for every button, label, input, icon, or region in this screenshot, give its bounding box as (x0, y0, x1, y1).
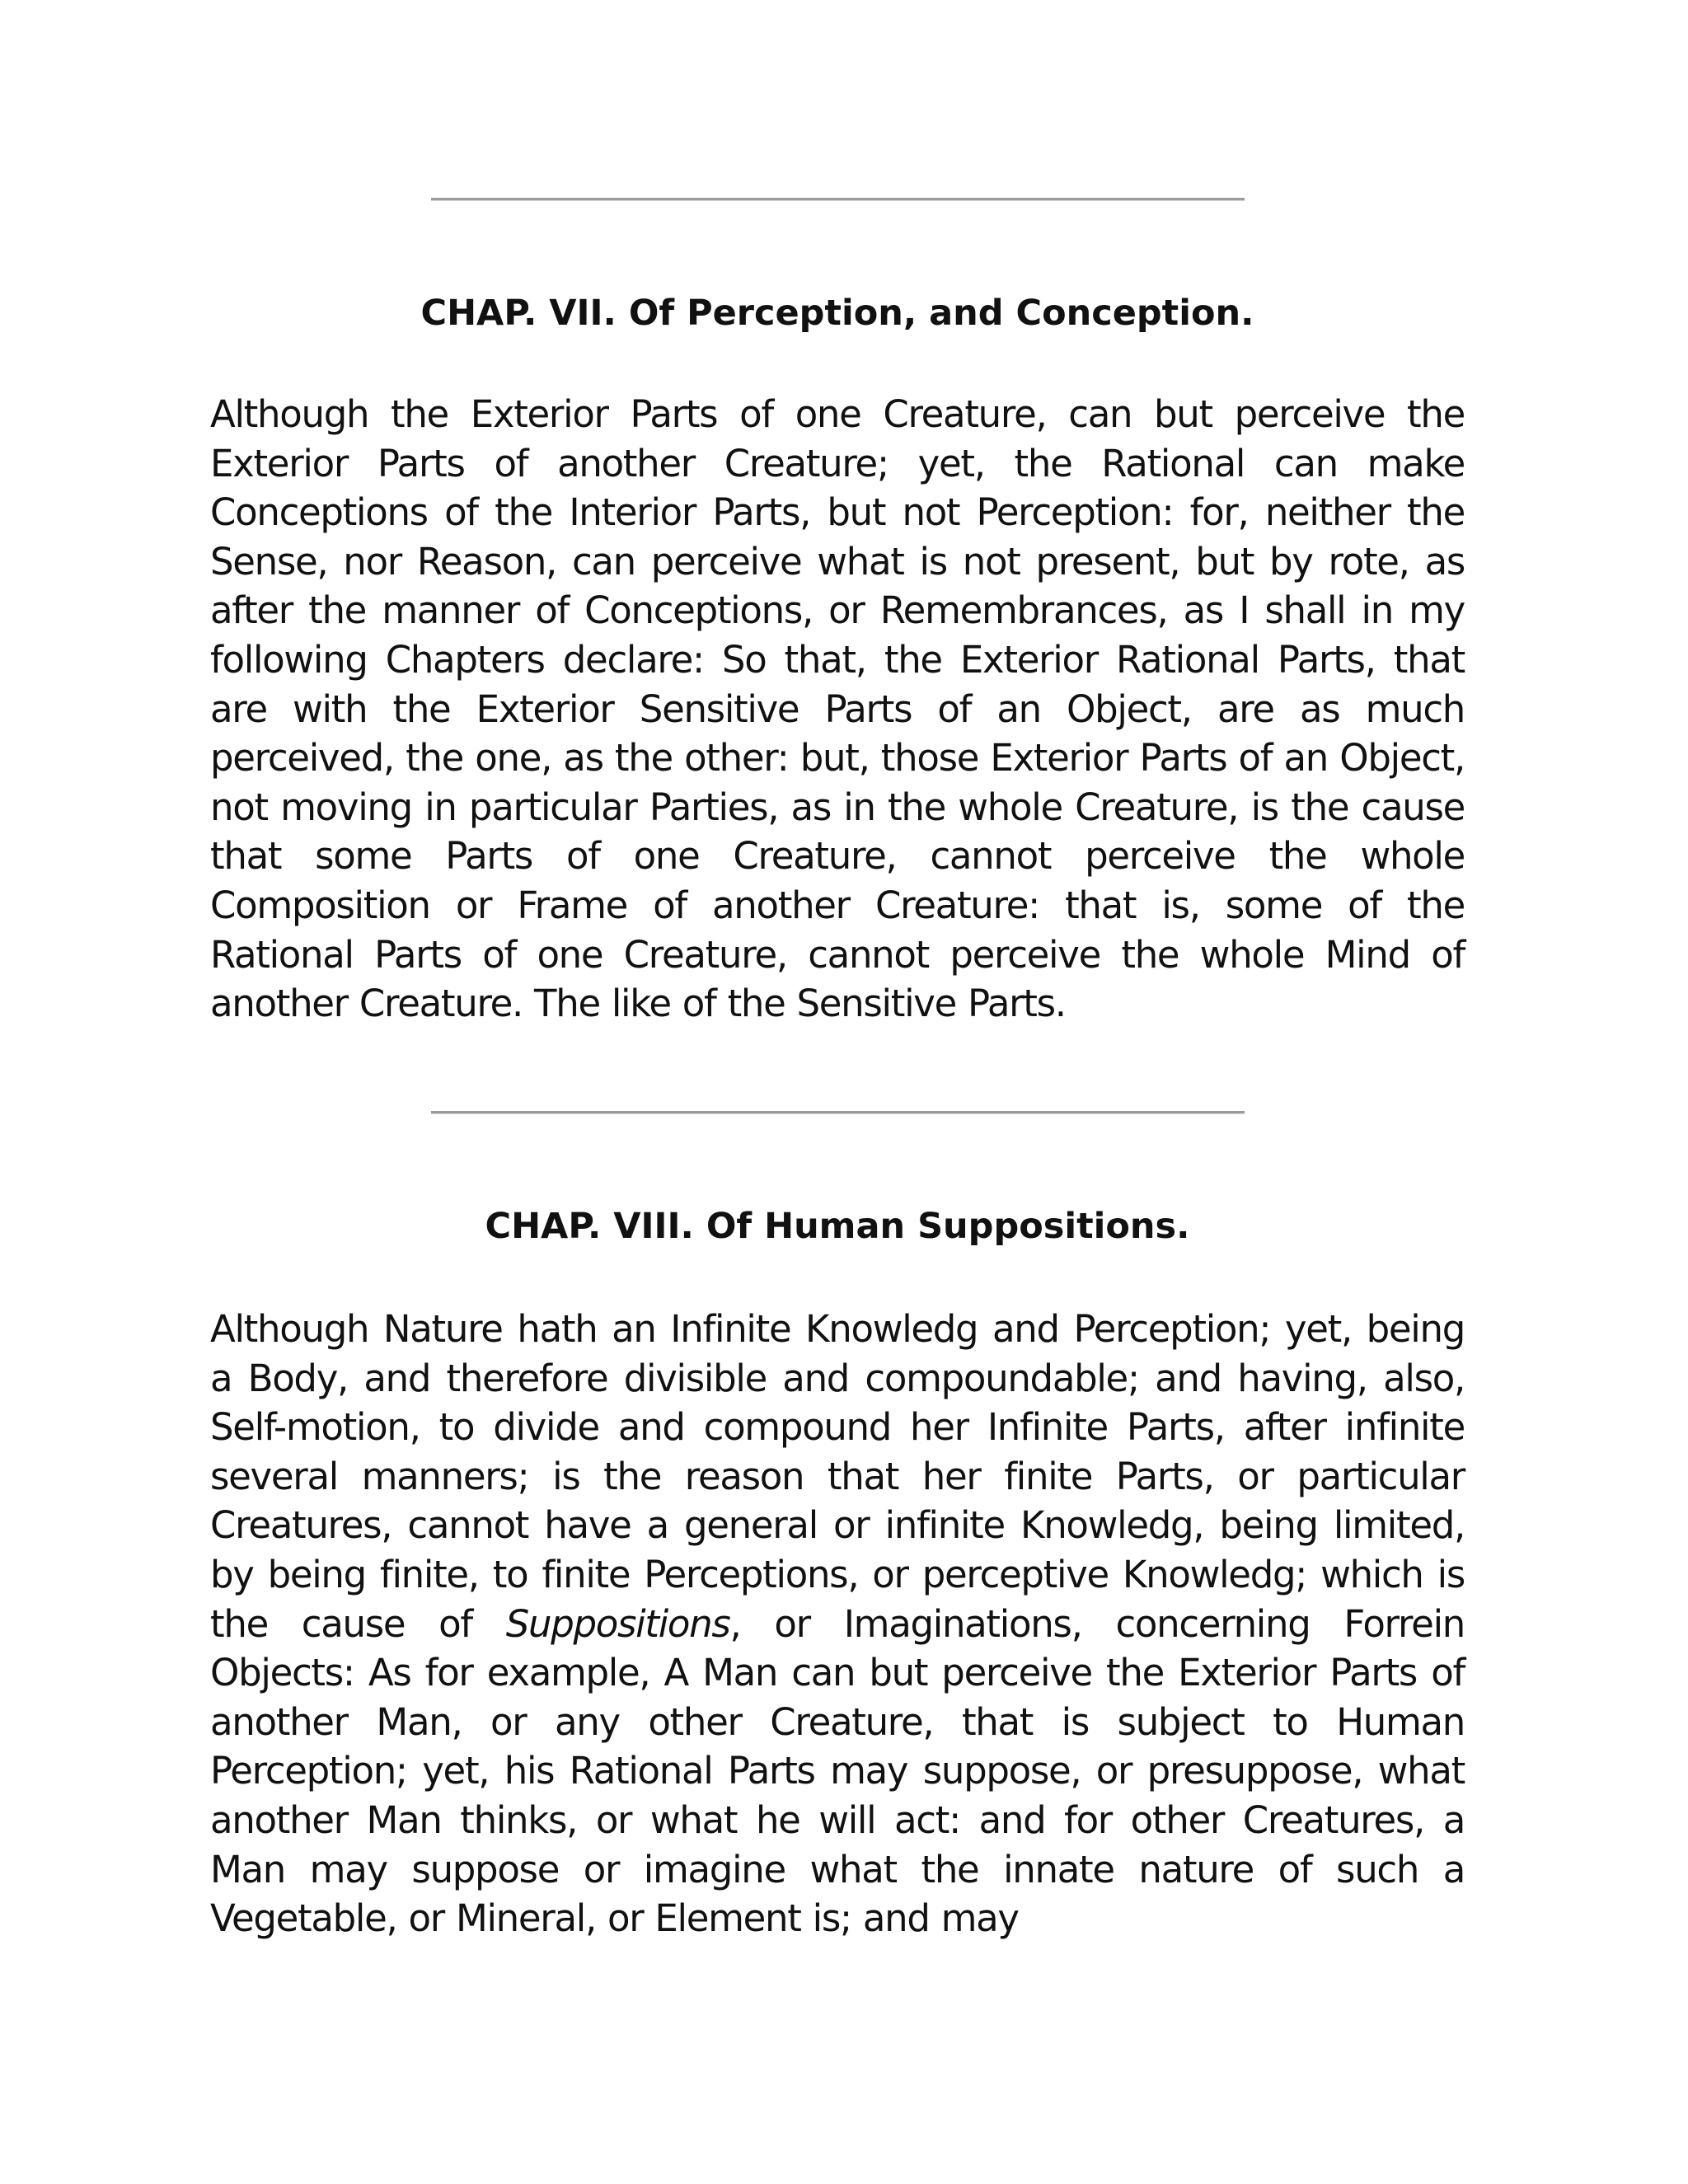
italic-term: Suppositions (505, 1601, 730, 1646)
chapter-7-paragraph: Although the Exterior Parts of one Creature, can but perceive the Exterior Parts of another Creature; yet, the Rational can make Conceptions of the Interior Parts, but not Perception: for, neither the Sense, nor Reason, can perceive what is not present, but by rote, as after the manner of Conceptions, or Remembrances, as I shall in my following Chapters declare: So that, the Exterior Rational Parts, that are with the Exterior Sensitive Parts of an Object, are as much perceived, the one, as the other: but, those Exterior Parts of an Object, not moving in particular Parties, as in the whole Creature, is the cause that some Parts of one Creature, cannot perceive the whole Composition or Frame of another Creature: that is, some of the Rational Parts of one Creature, cannot perceive the whole Mind of another Creature. The like of the Sensitive Parts. (210, 392, 1465, 1026)
chapter-7-heading: CHAP. VII. Of Perception, and Conception. (420, 293, 1254, 334)
section-divider (431, 1111, 1245, 1114)
section-divider (431, 198, 1245, 201)
chapter-8-text-end: , or Imaginations, concerning Forrein Objects: As for example, A Man can but perceive the Exterior Parts of another Man, or any other Creature, that is subject to Human Perception; yet, his Rational Parts may suppose, or presuppose, what another Man thinks, or what he will act: and for other Creatures, a Man may suppose or imagine what the innate nature of such a Vegetable, or Mineral, or Element is; and may (210, 1601, 1465, 1941)
chapter-8-paragraph (210, 1305, 1465, 1943)
chapter-8-text-start: Although Nature hath an Infinite Knowledg and Perception; yet, being a Body, and therefore divisible and compoundable; and having, also, Self-motion, to divide and compound her Infinite Parts, after infinite several manners; is the reason that her finite Parts, or particular Creatures, cannot have a general or infinite Knowledg, being limited, by being finite, to finite Perceptions, or perceptive Knowledg; which is the cause of (210, 1307, 1465, 1646)
chapter-8-heading: CHAP. VIII. Of Human Suppositions. (485, 1206, 1190, 1247)
